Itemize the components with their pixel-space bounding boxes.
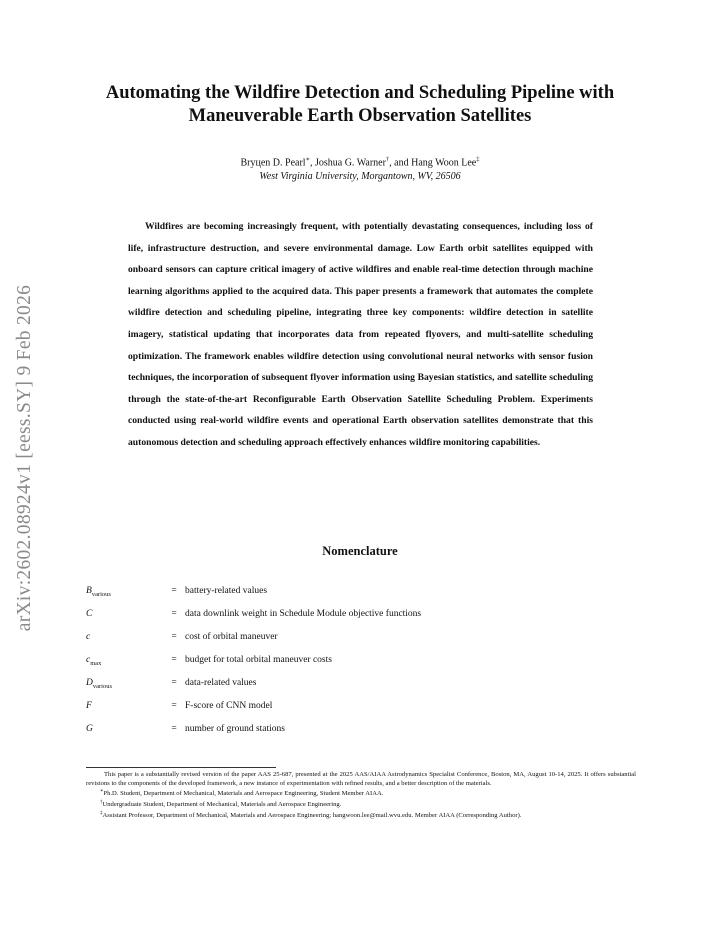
author-separator: , and xyxy=(389,157,412,169)
equals-sign: = xyxy=(171,609,177,619)
title-line-2: Maneuverable Earth Observation Satellites xyxy=(188,106,532,126)
author-separator: , xyxy=(309,157,315,169)
footnote-author-1: ∗Ph.D. Student, Department of Mechanical, Materials and Aerospace Engineering, Student Member AIAA. xyxy=(100,789,384,798)
equals-sign: = xyxy=(171,724,177,734)
equals-sign: = xyxy=(171,632,177,642)
nomenclature-definition: data downlink weight in Schedule Module objective functions xyxy=(185,609,422,619)
nomenclature-symbol: c xyxy=(86,632,91,642)
footnotes xyxy=(86,771,636,821)
nomenclature-definition: battery-related values xyxy=(185,586,268,596)
nomenclature-symbol: $D_{various}$ xyxy=(86,678,113,690)
paper-title xyxy=(60,82,660,128)
equals-sign: = xyxy=(171,586,177,596)
nomenclature-definition: cost of orbital maneuver xyxy=(185,632,278,642)
footnote-author-2: †Undergraduate Student, Department of Mechanical, Materials and Aerospace Engineering. xyxy=(100,799,342,809)
nomenclature-symbol: C xyxy=(86,609,93,619)
author-lee: Hang Woon Lee xyxy=(411,157,477,169)
nomenclature-symbol: G xyxy=(86,724,93,734)
author-mark-3: ‡ xyxy=(476,156,480,163)
nomenclature-definition: F-score of CNN model xyxy=(185,701,273,711)
nomenclature-definition: number of ground stations xyxy=(185,724,286,734)
author-pearl: Bryцen D. Pearl xyxy=(240,157,306,169)
abstract: Wildfires are becoming increasingly frequent, with potentially devastating consequences, including loss of life, infrastructure destruction, and severe environmental damage. Low Earth orbit satellites equipped with onboard sensors can capture critical imagery of active wildfires and enable real-time detection through machine learning algorithms applied to the acquired data. This paper presents a framework that automates the complete wildfire detection and scheduling pipeline, integrating three key components: wildfire detection in satellite imagery, statistical updating that incorporates data from repeated flyovers, and multi-satellite scheduling optimization. The framework enables wildfire detection using convolutional neural networks with sensor fusion techniques, the incorporation of subsequent flyover information using Bayesian statistics, and satellite scheduling through the state-of-the-art Reconfigurable Earth Observation Satellite Scheduling Problem. Experiments conducted using real-world wildfire events and operational Earth observation satellites demonstrate that this autonomous detection and scheduling approach effectively enhances wildfire monitoring capabilities. xyxy=(128,221,593,448)
affiliation: West Virginia University, Morgantown, WV, 26506 xyxy=(259,171,461,182)
equals-sign: = xyxy=(171,701,177,711)
footnote-divider xyxy=(86,767,276,768)
nomenclature-definition: data-related values xyxy=(185,678,257,688)
footnote-author-3: ‡Assistant Professor, Department of Mechanical, Materials and Aerospace Engineering; hangwoon.lee@mail.wvu.edu. Member AIAA (Corresponding Author). xyxy=(100,810,522,819)
nomenclature-symbol: $c_{max}$ xyxy=(86,655,102,667)
author-warner: Joshua G. Warner xyxy=(314,157,386,169)
nomenclature-symbol: F xyxy=(86,701,92,711)
title-line-1: Automating the Wildfire Detection and Scheduling Pipeline with xyxy=(105,83,615,103)
nomenclature-symbol: $B_{various}$ xyxy=(86,586,111,598)
nomenclature-definition: budget for total orbital maneuver costs xyxy=(185,655,332,665)
equals-sign: = xyxy=(171,655,177,665)
footnote-revision-note: This paper is a substantially revised version of the paper AAS 25-687, presented at the 2025 AAS/AIAA Astrodynamics Specialist Conference, Boston, MA, August 10-14, 2025. It offers substantial revisions to the components of the developed framework, a new instance of experimentation with refined results, and a better description of the materials. xyxy=(86,771,636,787)
author-mark-2: † xyxy=(385,156,390,163)
author-mark-1: ∗ xyxy=(305,156,310,163)
arxiv-identifier: arXiv:2602.08924v1 [eess.SY] 9 Feb 2026 xyxy=(14,284,35,632)
equals-sign: = xyxy=(171,678,177,688)
nomenclature-heading: Nomenclature xyxy=(322,544,398,558)
author-list xyxy=(60,154,660,169)
